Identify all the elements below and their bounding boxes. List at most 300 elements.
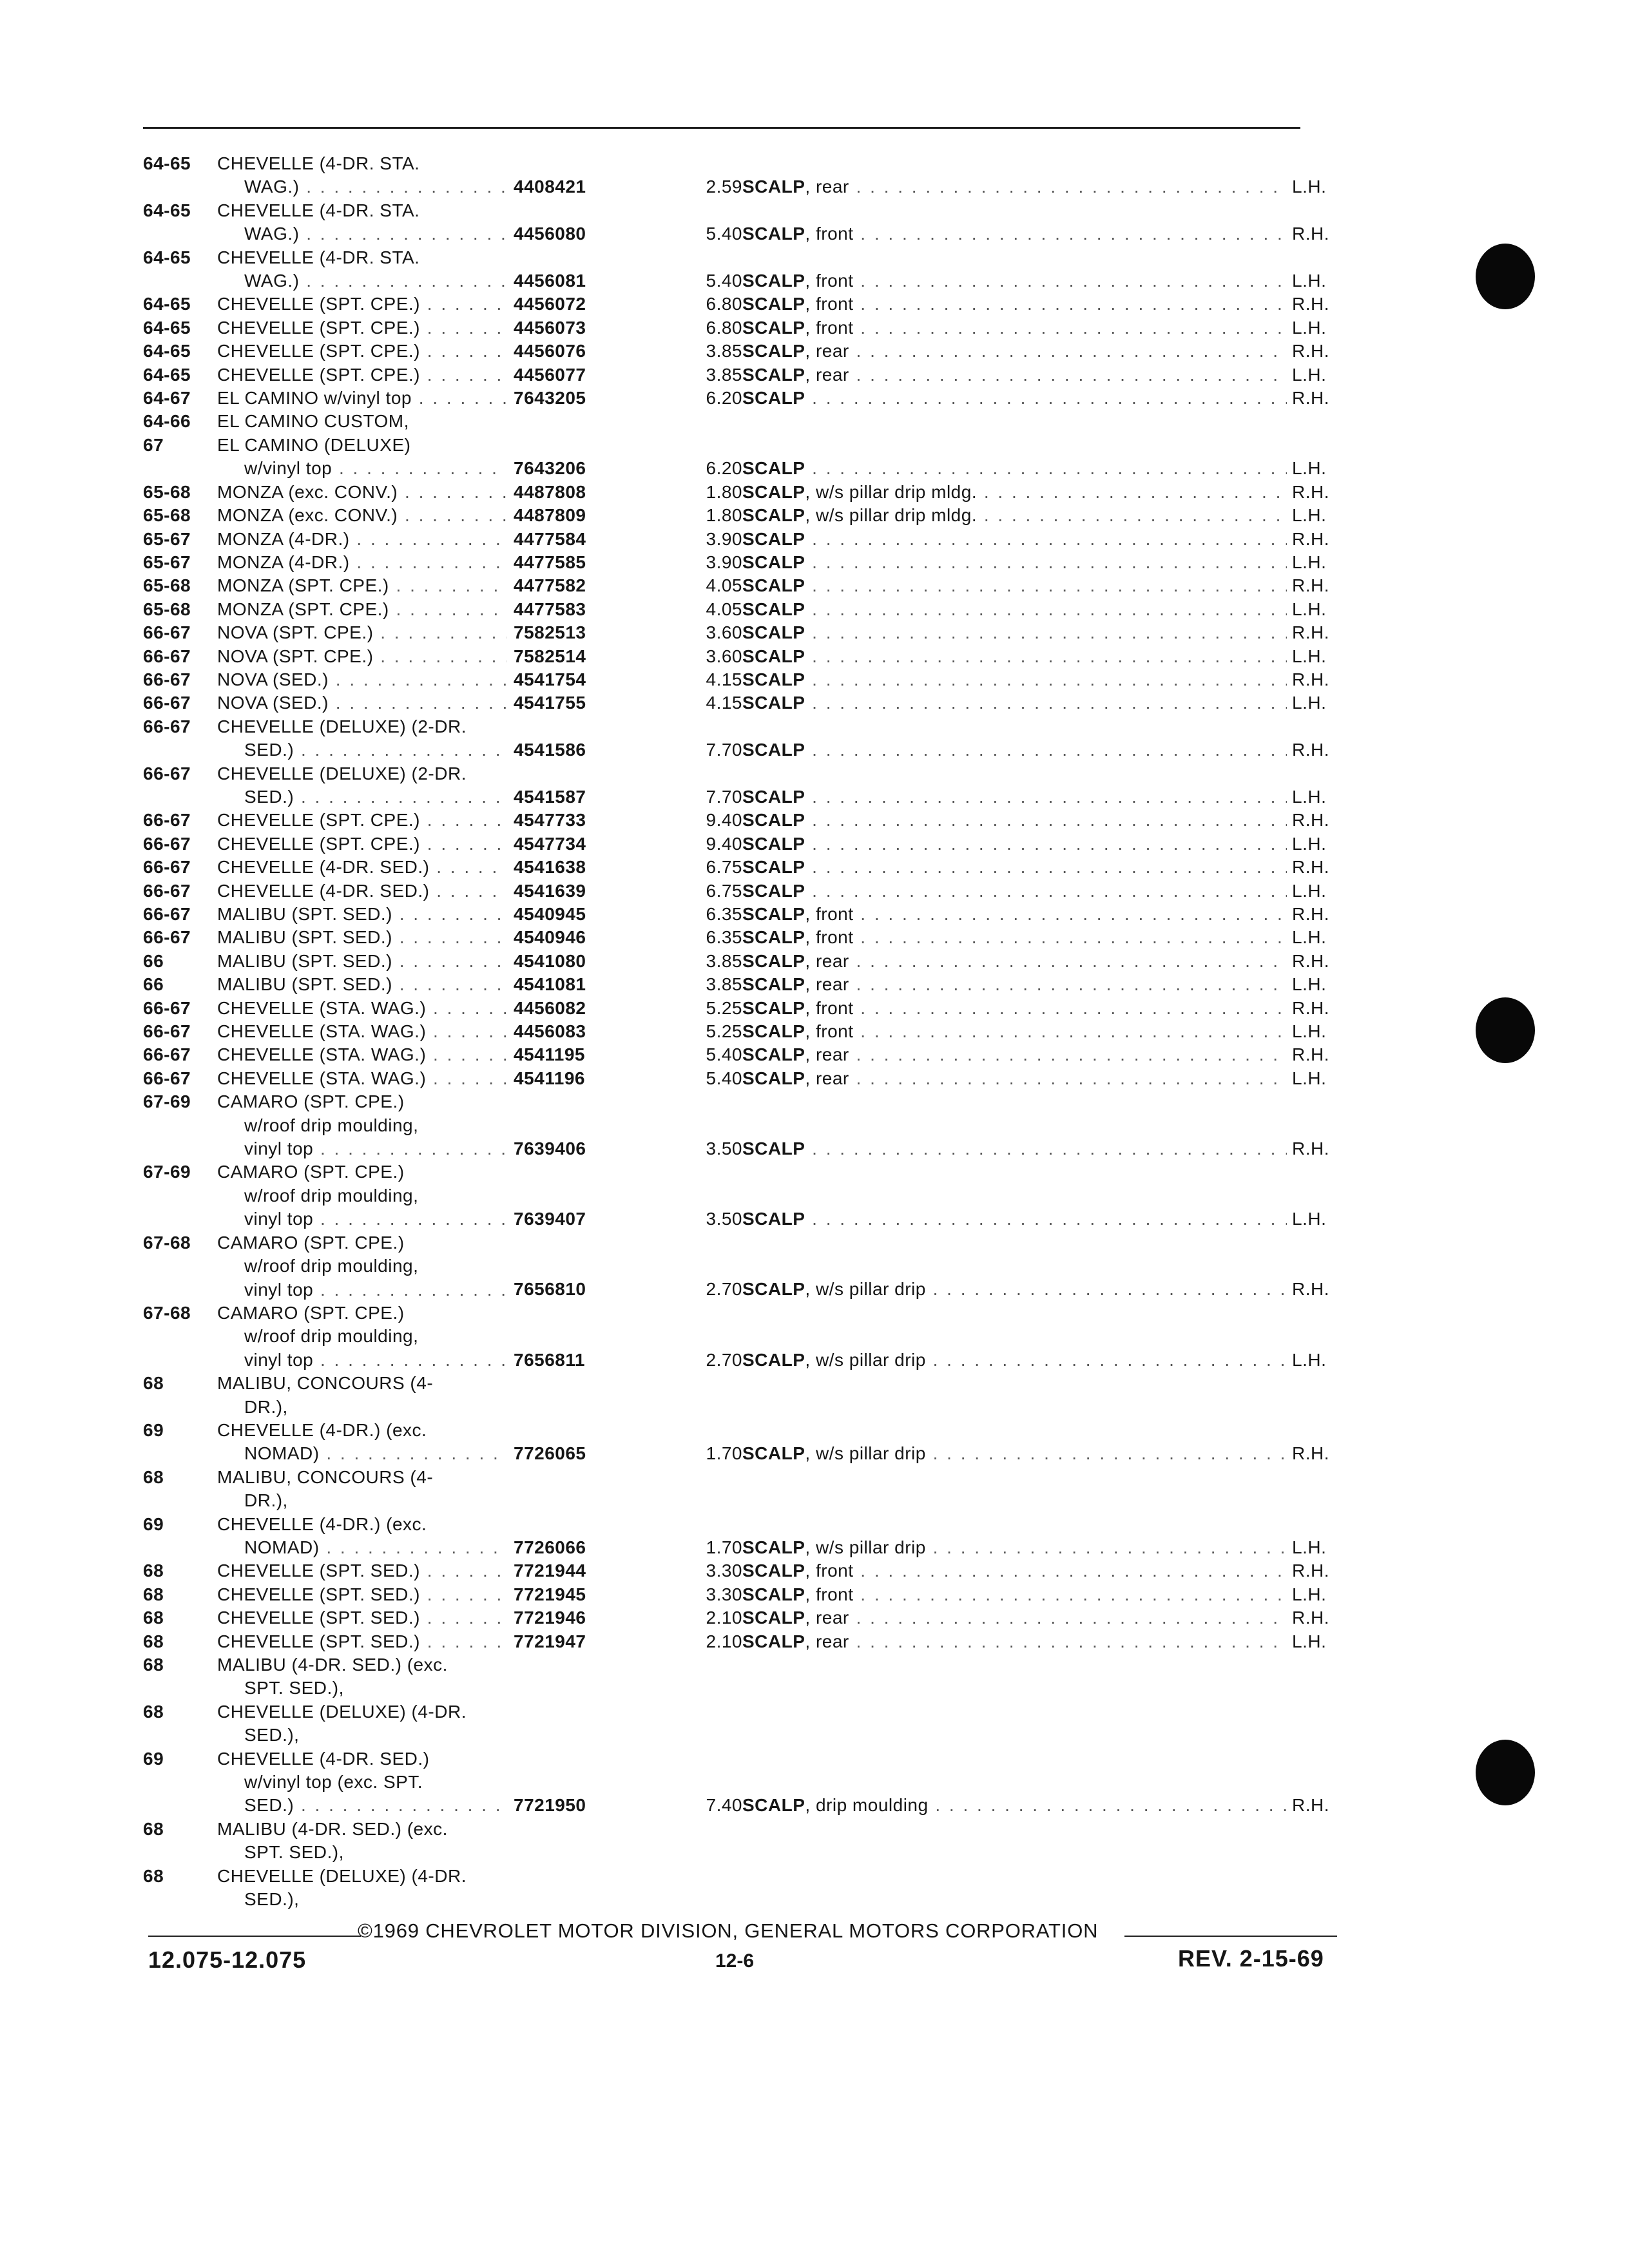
model-years: 68 [143, 1561, 164, 1581]
description-line: MONZA (SPT. CPE.) . . . [217, 574, 584, 597]
model-years: 66-67 [143, 669, 191, 689]
model-years: 65-67 [143, 528, 191, 549]
part-number: 4477584 [507, 528, 586, 551]
list-price: 7.70 [706, 740, 742, 760]
parts-row [143, 1067, 1342, 1090]
description-line: CHEVELLE (SPT. CPE.) . . . [217, 316, 584, 340]
item-description [742, 903, 1324, 926]
side-designation: R.H. [1287, 222, 1351, 245]
side-designation: L.H. [1287, 504, 1351, 527]
parts-row [143, 1231, 1342, 1302]
description-line: CHEVELLE (SPT. CPE.) . . . [217, 340, 584, 363]
item-detail: , w/s pillar drip [805, 1537, 926, 1557]
description-line: WAG.) . . . [217, 222, 584, 245]
parts-row [143, 598, 1342, 621]
list-price: 3.85 [706, 974, 742, 995]
side-designation: R.H. [1287, 293, 1351, 316]
description-line: SED.) . . . [217, 1794, 584, 1817]
item-description [742, 1043, 1324, 1066]
description-line: CHEVELLE (4-DR.) (exc. [217, 1514, 427, 1534]
item-detail: , w/s pillar drip mldg. [805, 505, 978, 526]
item-name: SCALP [742, 481, 805, 502]
model-years: 64-65 [143, 294, 191, 314]
parts-row [143, 1419, 1342, 1466]
model-years: 64-65 [143, 200, 191, 220]
description-line: w/roof drip moulding, [244, 1326, 419, 1347]
part-number: 7656811 [507, 1349, 585, 1372]
side-designation: R.H. [1287, 1137, 1351, 1160]
side-designation: R.H. [1287, 621, 1351, 644]
model-years: 66-67 [143, 880, 191, 901]
parts-row [143, 950, 1342, 973]
part-number: 4456080 [507, 222, 586, 245]
part-number: 4477582 [507, 574, 586, 597]
description-line: WAG.) . . . [217, 175, 584, 198]
parts-row [143, 410, 1342, 433]
model-years: 67 [143, 434, 164, 455]
description-line: MALIBU, CONCOURS (4- [217, 1466, 434, 1487]
parts-list [143, 152, 1342, 1911]
description-line: MONZA (exc. CONV.) . . . [217, 504, 584, 527]
list-price: 3.90 [706, 552, 742, 572]
description-line: MONZA (SPT. CPE.) . . . [217, 598, 584, 621]
binder-hole-icon [1476, 244, 1535, 309]
description-line: w/roof drip moulding, [244, 1256, 419, 1276]
item-name: SCALP [742, 1443, 805, 1464]
list-price: 7.70 [706, 786, 742, 807]
item-description [742, 1067, 1324, 1090]
item-description [742, 738, 1324, 762]
item-description [742, 175, 1324, 198]
item-name: SCALP [742, 364, 805, 385]
part-number: 4541080 [507, 950, 586, 973]
model-years: 66-67 [143, 997, 191, 1018]
description-line: MALIBU (4-DR. SED.) (exc. [217, 1818, 448, 1839]
model-years: 68 [143, 1466, 164, 1487]
parts-row [143, 316, 1342, 340]
description-line: w/roof drip moulding, [244, 1185, 419, 1206]
parts-row [143, 645, 1342, 668]
item-description [742, 1278, 1324, 1301]
description-line: CHEVELLE (4-DR. SED.) [217, 1748, 430, 1769]
list-price: 3.50 [706, 1139, 742, 1159]
list-price: 7.40 [706, 1795, 742, 1816]
description-line: DR.), [244, 1396, 288, 1417]
group-number: 12.075-12.075 [148, 1946, 307, 1973]
side-designation: L.H. [1287, 785, 1351, 809]
model-description [217, 1865, 584, 1912]
parts-row [143, 152, 1342, 199]
item-detail: , rear [805, 1631, 849, 1651]
item-description [742, 316, 1324, 340]
description-line: NOMAD) . . . [217, 1442, 584, 1465]
part-number: 4541754 [507, 668, 586, 691]
description-line: CHEVELLE (4-DR. STA. [217, 153, 420, 173]
parts-row [143, 973, 1342, 996]
part-number: 4541081 [507, 973, 586, 996]
side-designation: R.H. [1287, 809, 1351, 832]
part-number: 4456083 [507, 1020, 586, 1043]
side-designation: R.H. [1287, 856, 1351, 879]
list-price: 3.90 [706, 528, 742, 549]
parts-row [143, 903, 1342, 926]
description-line: CHEVELLE (4-DR. STA. [217, 200, 420, 220]
description-line: MALIBU (SPT. SED.) . . . [217, 903, 584, 926]
parts-row [143, 1700, 1342, 1747]
item-description [742, 1794, 1324, 1817]
part-number: 4477585 [507, 551, 586, 574]
description-line: MALIBU (SPT. SED.) . . . [217, 973, 584, 996]
parts-row [143, 668, 1342, 691]
item-name: SCALP [742, 1349, 805, 1370]
part-number: 4541196 [507, 1067, 585, 1090]
list-price: 3.30 [706, 1561, 742, 1581]
description-line: CHEVELLE (SPT. CPE.) . . . [217, 809, 584, 832]
description-line: CHEVELLE (4-DR. SED.) . . . [217, 879, 584, 903]
parts-row [143, 1466, 1342, 1513]
description-line: SED.), [244, 1889, 300, 1910]
description-line: CHEVELLE (4-DR.) (exc. [217, 1419, 427, 1440]
item-detail: , rear [805, 1044, 849, 1065]
description-line: w/roof drip moulding, [244, 1115, 419, 1135]
list-price: 6.35 [706, 904, 742, 924]
model-years: 66-67 [143, 904, 191, 924]
parts-row [143, 363, 1342, 387]
part-number: 7643205 [507, 387, 586, 410]
side-designation: L.H. [1287, 269, 1351, 293]
item-description [742, 1442, 1324, 1465]
item-detail: , w/s pillar drip mldg. [805, 481, 978, 502]
list-price: 5.25 [706, 1021, 742, 1042]
part-number: 4541587 [507, 785, 586, 809]
model-years: 66-67 [143, 1021, 191, 1042]
list-price: 3.85 [706, 341, 742, 361]
list-price: 3.60 [706, 622, 742, 643]
part-number: 7582514 [507, 645, 586, 668]
description-line: NOVA (SPT. CPE.) . . . [217, 645, 584, 668]
item-detail: , rear [805, 341, 849, 361]
list-price: 4.05 [706, 575, 742, 596]
part-number: 7726066 [507, 1536, 586, 1559]
item-name: SCALP [742, 646, 805, 666]
model-years: 66-67 [143, 1044, 191, 1065]
description-line: SED.) . . . [217, 738, 584, 762]
description-line: vinyl top . . . [217, 1207, 584, 1231]
item-name: SCALP [742, 950, 805, 971]
list-price: 3.50 [706, 1209, 742, 1229]
part-number: 4456077 [507, 363, 586, 387]
item-description [742, 363, 1324, 387]
parts-row [143, 434, 1342, 481]
part-number: 4541586 [507, 738, 586, 762]
description-line: SED.), [244, 1725, 300, 1745]
item-name: SCALP [742, 786, 805, 807]
side-designation: R.H. [1287, 387, 1351, 410]
part-number: 4477583 [507, 598, 586, 621]
item-name: SCALP [742, 880, 805, 901]
item-description [742, 340, 1324, 363]
item-description [742, 598, 1324, 621]
item-name: SCALP [742, 1584, 805, 1604]
description-line: vinyl top . . . [217, 1137, 584, 1160]
model-years: 66-67 [143, 810, 191, 831]
item-detail: , drip moulding [805, 1795, 929, 1816]
list-price: 6.35 [706, 927, 742, 948]
item-description [742, 457, 1324, 480]
description-line: CAMARO (SPT. CPE.) [217, 1162, 405, 1182]
model-description [217, 1372, 584, 1419]
item-description [742, 1630, 1324, 1653]
side-designation: R.H. [1287, 1559, 1351, 1582]
description-line: CHEVELLE (4-DR. STA. [217, 247, 420, 267]
model-years: 65-68 [143, 505, 191, 526]
parts-row [143, 1630, 1342, 1653]
list-price: 6.80 [706, 294, 742, 314]
parts-row [143, 551, 1342, 574]
item-name: SCALP [742, 740, 805, 760]
copyright-notice: ©1969 CHEVROLET MOTOR DIVISION, GENERAL MOTORS CORPORATION [358, 1919, 1099, 1942]
description-line: MALIBU (SPT. SED.) . . . [217, 926, 584, 949]
item-detail: , front [805, 1561, 854, 1581]
item-detail: , w/s pillar drip [805, 1443, 926, 1464]
model-years: 67-68 [143, 1232, 191, 1253]
side-designation: L.H. [1287, 1583, 1351, 1606]
item-name: SCALP [742, 599, 805, 619]
description-line: CHEVELLE (STA. WAG.) . . . [217, 1067, 584, 1090]
part-number: 4456081 [507, 269, 586, 293]
item-description [742, 950, 1324, 973]
model-years: 66 [143, 950, 164, 971]
item-name: SCALP [742, 317, 805, 338]
model-years: 66-67 [143, 857, 191, 878]
description-line: CHEVELLE (DELUXE) (4-DR. [217, 1701, 467, 1722]
model-years: 68 [143, 1701, 164, 1722]
item-name: SCALP [742, 693, 805, 713]
list-price: 4.15 [706, 669, 742, 689]
parts-row [143, 762, 1342, 809]
side-designation: L.H. [1287, 973, 1351, 996]
description-line: EL CAMINO CUSTOM, [217, 411, 409, 432]
list-price: 6.20 [706, 458, 742, 479]
model-years: 68 [143, 1818, 164, 1839]
item-description [742, 1583, 1324, 1606]
part-number: 4408421 [507, 175, 586, 198]
item-name: SCALP [742, 1631, 805, 1651]
item-name: SCALP [742, 1561, 805, 1581]
parts-row [143, 528, 1342, 551]
item-description [742, 668, 1324, 691]
description-line: NOVA (SED.) . . . [217, 668, 584, 691]
description-line: CHEVELLE (SPT. SED.) . . . [217, 1583, 584, 1606]
parts-row [143, 1513, 1342, 1560]
item-name: SCALP [742, 1021, 805, 1042]
part-number: 4456073 [507, 316, 586, 340]
model-years: 65-68 [143, 599, 191, 619]
item-description [742, 1349, 1324, 1372]
item-description [742, 973, 1324, 996]
item-name: SCALP [742, 857, 805, 878]
item-name: SCALP [742, 1608, 805, 1628]
list-price: 2.10 [706, 1608, 742, 1628]
side-designation: L.H. [1287, 316, 1351, 340]
item-description [742, 528, 1324, 551]
parts-row [143, 504, 1342, 527]
part-number: 7726065 [507, 1442, 586, 1465]
list-price: 3.30 [706, 1584, 742, 1604]
item-name: SCALP [742, 1044, 805, 1065]
description-line: SPT. SED.), [244, 1842, 344, 1863]
item-description [742, 293, 1324, 316]
item-detail: , front [805, 997, 854, 1018]
item-name: SCALP [742, 1795, 805, 1816]
item-name: SCALP [742, 552, 805, 572]
item-detail: , rear [805, 177, 849, 197]
item-detail: , rear [805, 1068, 849, 1088]
part-number: 7643206 [507, 457, 586, 480]
model-years: 65-68 [143, 575, 191, 596]
parts-row [143, 715, 1342, 762]
list-price: 2.70 [706, 1279, 742, 1300]
parts-row [143, 1653, 1342, 1700]
description-line: NOVA (SPT. CPE.) . . . [217, 621, 584, 644]
item-description [742, 1207, 1324, 1231]
description-line: CAMARO (SPT. CPE.) [217, 1232, 405, 1253]
part-number: 4456082 [507, 997, 586, 1020]
description-line: MALIBU, CONCOURS (4- [217, 1373, 434, 1394]
part-number: 4541638 [507, 856, 586, 879]
side-designation: R.H. [1287, 903, 1351, 926]
item-description [742, 387, 1324, 410]
side-designation: R.H. [1287, 738, 1351, 762]
part-number: 7721944 [507, 1559, 586, 1582]
part-number: 7582513 [507, 621, 586, 644]
description-line: WAG.) . . . [217, 269, 584, 293]
parts-row [143, 199, 1342, 246]
model-years: 65-67 [143, 552, 191, 572]
model-years: 67-69 [143, 1091, 191, 1112]
description-line: CHEVELLE (SPT. SED.) . . . [217, 1606, 584, 1629]
item-name: SCALP [742, 458, 805, 479]
item-name: SCALP [742, 294, 805, 314]
part-number: 4456072 [507, 293, 586, 316]
list-price: 6.75 [706, 857, 742, 878]
model-description [217, 410, 584, 433]
item-name: SCALP [742, 528, 805, 549]
model-years: 64-65 [143, 153, 191, 173]
model-years: 66-67 [143, 622, 191, 643]
item-detail: , front [805, 294, 854, 314]
parts-row [143, 246, 1342, 293]
model-years: 66-67 [143, 1068, 191, 1088]
description-line: CHEVELLE (SPT. SED.) . . . [217, 1559, 584, 1582]
side-designation: L.H. [1287, 879, 1351, 903]
item-description [742, 997, 1324, 1020]
side-designation: R.H. [1287, 528, 1351, 551]
side-designation: L.H. [1287, 457, 1351, 480]
model-description [217, 1818, 584, 1865]
item-detail: , rear [805, 1608, 849, 1628]
item-name: SCALP [742, 271, 805, 291]
model-years: 68 [143, 1865, 164, 1886]
side-designation: L.H. [1287, 1630, 1351, 1653]
description-line: w/vinyl top . . . [217, 457, 584, 480]
item-name: SCALP [742, 904, 805, 924]
item-description [742, 621, 1324, 644]
revision-date: REV. 2-15-69 [1178, 1945, 1324, 1972]
side-designation: L.H. [1287, 1536, 1351, 1559]
model-description [217, 1700, 584, 1747]
item-detail: , rear [805, 950, 849, 971]
part-number: 7639406 [507, 1137, 586, 1160]
side-designation: R.H. [1287, 1278, 1351, 1301]
binder-hole-icon [1476, 997, 1535, 1063]
description-line: CHEVELLE (4-DR. SED.) . . . [217, 856, 584, 879]
item-description [742, 222, 1324, 245]
side-designation: L.H. [1287, 175, 1351, 198]
item-detail: , rear [805, 364, 849, 385]
item-name: SCALP [742, 1279, 805, 1300]
side-designation: R.H. [1287, 481, 1351, 504]
part-number: 7721947 [507, 1630, 586, 1653]
list-price: 6.20 [706, 388, 742, 408]
part-number: 4541755 [507, 691, 586, 715]
page-number: 12-6 [715, 1950, 755, 1972]
model-years: 66-67 [143, 646, 191, 666]
part-number: 4541195 [507, 1043, 585, 1066]
description-line: CHEVELLE (SPT. CPE.) . . . [217, 832, 584, 856]
list-price: 4.05 [706, 599, 742, 619]
list-price: 1.80 [706, 481, 742, 502]
item-name: SCALP [742, 974, 805, 995]
parts-row [143, 1559, 1342, 1582]
parts-row [143, 1160, 1342, 1231]
description-line: w/vinyl top (exc. SPT. [244, 1772, 423, 1792]
item-name: SCALP [742, 997, 805, 1018]
item-description [742, 879, 1324, 903]
list-price: 9.40 [706, 810, 742, 831]
parts-row [143, 1606, 1342, 1629]
list-price: 5.40 [706, 1044, 742, 1065]
list-price: 5.40 [706, 224, 742, 244]
description-line: CHEVELLE (DELUXE) (4-DR. [217, 1865, 467, 1886]
part-number: 7721950 [507, 1794, 586, 1817]
side-designation: L.H. [1287, 645, 1351, 668]
item-detail: , front [805, 1584, 854, 1604]
model-years: 64-65 [143, 341, 191, 361]
parts-row [143, 1372, 1342, 1419]
description-line: MONZA (4-DR.) . . . [217, 528, 584, 551]
description-line: CHEVELLE (STA. WAG.) . . . [217, 1043, 584, 1066]
description-line: EL CAMINO w/vinyl top . . . [217, 387, 584, 410]
part-number: 7721945 [507, 1583, 586, 1606]
item-description [742, 481, 1324, 504]
list-price: 1.80 [706, 505, 742, 526]
parts-row [143, 621, 1342, 644]
list-price: 6.80 [706, 317, 742, 338]
item-description [742, 832, 1324, 856]
parts-row [143, 879, 1342, 903]
model-years: 66-67 [143, 927, 191, 948]
side-designation: L.H. [1287, 598, 1351, 621]
model-description [217, 1466, 584, 1513]
model-years: 68 [143, 1584, 164, 1604]
parts-row [143, 1865, 1342, 1912]
item-name: SCALP [742, 927, 805, 948]
model-years: 69 [143, 1514, 164, 1534]
item-detail: , front [805, 271, 854, 291]
item-description [742, 1137, 1324, 1160]
part-number: 4547734 [507, 832, 586, 856]
